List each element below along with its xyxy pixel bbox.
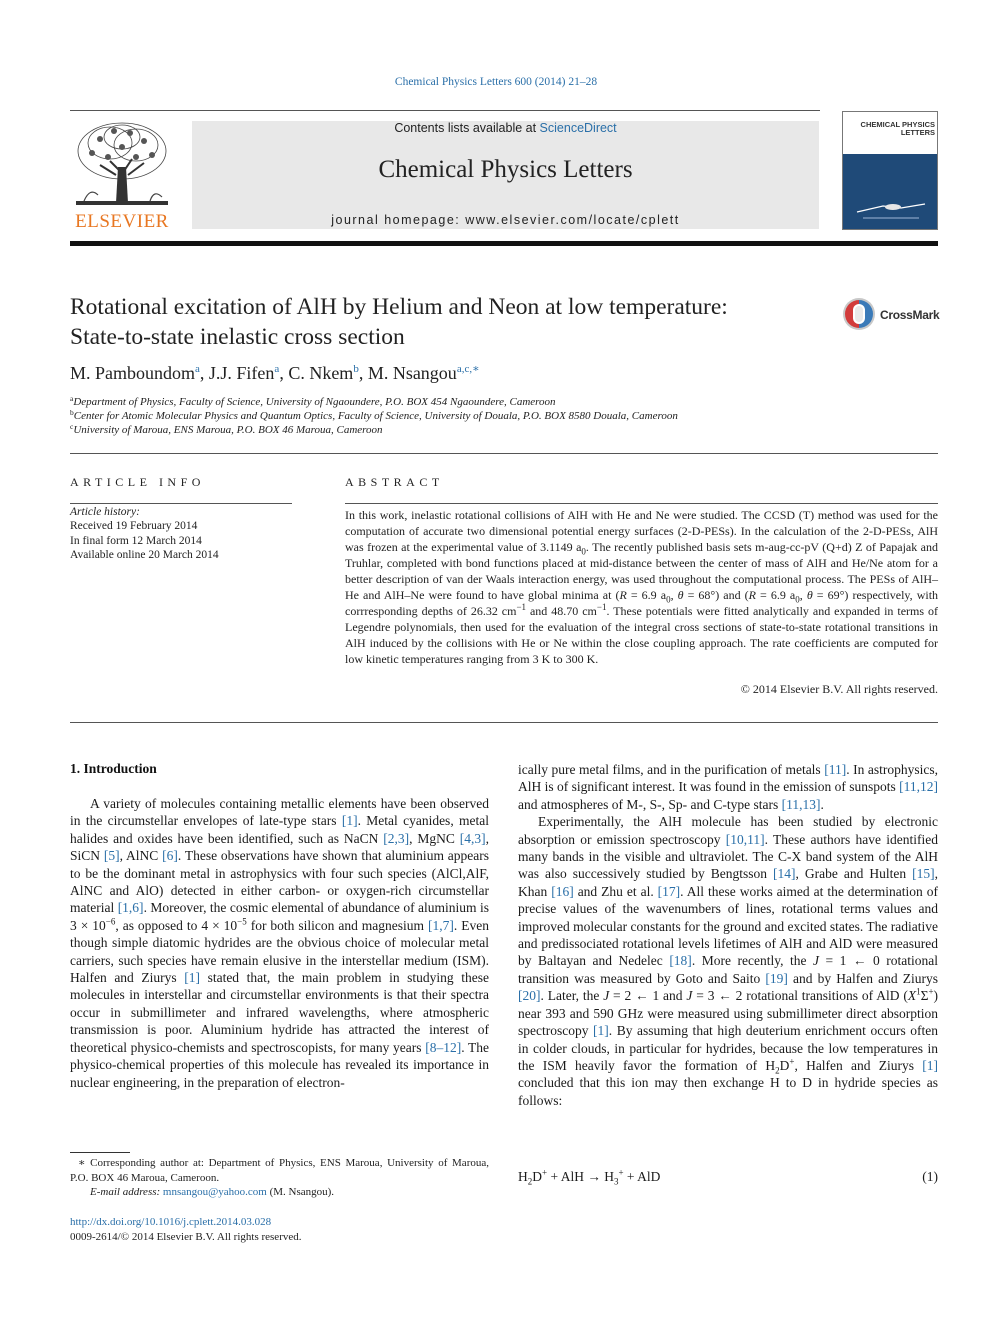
ref-link[interactable]: [16]	[551, 883, 574, 899]
ref-link[interactable]: [10,11]	[725, 831, 765, 847]
journal-homepage[interactable]: journal homepage: www.elsevier.com/locate/cplett	[331, 213, 680, 227]
cover-title: CHEMICAL PHYSICS LETTERS	[860, 120, 935, 137]
ref-link[interactable]: [18]	[669, 953, 692, 969]
ref-link[interactable]: [17]	[657, 883, 681, 899]
ref-link[interactable]: [1,7]	[428, 917, 454, 933]
received-date: Received 19 February 2014	[70, 520, 198, 532]
author-affil-mark[interactable]: a	[274, 363, 280, 375]
crossmark-icon	[842, 297, 876, 331]
author[interactable]: M. Nsangou	[367, 363, 457, 383]
footnote-rule	[70, 1152, 130, 1153]
ref-link[interactable]: [1,6]	[117, 900, 144, 916]
crossmark-label: CrossMark	[880, 308, 940, 322]
ref-link[interactable]: [6]	[162, 848, 178, 864]
affiliation: $^a$Department of Physics, Faculty of Science, University of Ngaoundere, P.O. BOX 454 Ngaoundere, Cameroon	[70, 394, 556, 408]
article-info-label: ARTICLE INFO	[70, 475, 205, 489]
ref-link[interactable]: [1]	[184, 970, 200, 986]
section-rule	[70, 722, 938, 723]
email-link[interactable]: mnsangou@yahoo.com	[162, 1186, 267, 1198]
author-list: M. Pamboundom$^a$, J.J. Fifen$^a$, C. Nkem$^b$, M. Nsangou$^{a,c,∗}$	[70, 363, 480, 383]
ref-link[interactable]: [1]	[593, 1023, 609, 1039]
article-info-rule	[70, 503, 292, 504]
journal-citation[interactable]: Chemical Physics Letters 600 (2014) 21–28	[394, 76, 598, 88]
paper-title: Rotational excitation of AlH by Helium and Neon at low temperature: State-to-state inelastic cross section	[70, 294, 728, 350]
ref-link[interactable]: [14]	[773, 866, 796, 882]
ref-link[interactable]: [4,3]	[459, 830, 486, 846]
cover-art-icon	[853, 192, 929, 222]
equation-number: (1)	[922, 1169, 938, 1184]
ref-link[interactable]: [1]	[922, 1057, 939, 1073]
intro-heading: 1. Introduction	[70, 761, 157, 776]
online-date: Available online 20 March 2014	[70, 549, 219, 561]
abstract-rule	[345, 503, 938, 504]
ref-link[interactable]: [8–12]	[425, 1039, 462, 1055]
abstract-copyright: © 2014 Elsevier B.V. All rights reserved.	[740, 682, 938, 696]
equation-1: $H_2D^+$ + AlH → $H_3^+$ + AlD (1)	[518, 1167, 938, 1187]
ref-link[interactable]: [11,13]	[781, 796, 821, 812]
crossmark-badge[interactable]	[842, 297, 942, 333]
doi-link[interactable]: http://dx.doi.org/10.1016/j.cplett.2014.03.028	[70, 1216, 272, 1228]
revised-date: In final form 12 March 2014	[70, 535, 202, 547]
affiliation: $^b$Center for Atomic Molecular Physics and Quantum Optics, Faculty of Science, University of Douala, P.O. BOX 8580 Douala, Cameroon	[70, 408, 678, 422]
masthead-thick-rule	[70, 241, 938, 246]
ref-link[interactable]: [11,12]	[899, 779, 938, 795]
body-column-right: ically pure metal films, and in the purification of metals [11]. In astrophysics, AlH is of significant interest. It was found in the emission of sunspots [11,12] and atmospheres of M-, S-, Sp- and C-type stars [11,13]. Experimentally, the AlH molecule has been studied by electronic absorption or emission spectroscopy [10,11]. These authors have identified many bands in the visible and ultraviolet. The C-X band system of the AlH was also successively studied by Bengtsson [14], Grabe and Hulten [15], Khan [16] and Zhu et al. [17]. All these works aimed at the determination of precise values of the wavenumbers of lines, rotational terms values and improved molecular constants for the ground and excited states. The radiative and predissociated rotational levels lifetimes of AlH and AlD were measured by Baltayan and Nedelec [18]. More recently, the J = 1 ← 0 rotational transition was measured by Goto and Saito [19] and by Halfen and Ziurys [20]. Later, the J = 2 ← 1 and J = 3 ← 2 rotational transitions of AlD $(X^1\Sigma^+)$ near 393 and 590 GHz were measured using submillimeter direct absorption spectroscopy [1]. By assuming that high deuterium enrichment occurs often in colder clouds, in particular for hydrides, because the low temperatures in the ISM heavily favor the formation of $H_2D^+$, Halfen and Ziurys [1] concluded that this ion may then exchange H to D in hydride species as follows:	[518, 762, 939, 1108]
contents-available-line: Contents lists available at ScienceDirect	[394, 121, 617, 135]
abstract-label: ABSTRACT	[345, 475, 444, 489]
ref-link[interactable]: [19]	[765, 970, 788, 986]
ref-link[interactable]: [20]	[518, 988, 541, 1004]
journal-cover-thumbnail[interactable]	[842, 111, 938, 230]
author-affil-mark[interactable]: b	[353, 363, 359, 375]
ref-link[interactable]: [2,3]	[383, 830, 410, 846]
history-label: Article history:	[70, 506, 140, 518]
author-affil-mark[interactable]: a	[195, 363, 200, 375]
issn-copyright: 0009-2614/© 2014 Elsevier B.V. All rights reserved.	[70, 1231, 302, 1243]
author[interactable]: M. Pamboundom	[70, 363, 196, 383]
sciencedirect-link[interactable]: ScienceDirect	[539, 121, 617, 135]
author-affil-mark[interactable]: a,c,∗	[456, 363, 480, 375]
section-rule	[70, 453, 938, 454]
author[interactable]: J.J. Fifen	[208, 363, 275, 383]
masthead-rule	[70, 110, 820, 111]
body-column-left: A variety of molecules containing metallic elements have been observed in the circumstellar envelopes of late-type stars [1]. Metal cyanides, metal halides and oxides have been identified, such as NaCN [2,3], MgNC [4,3], SiCN [5], AlNC [6]. These observations have shown that aluminium appears to be the dominant metal in astrophysics with four such species (AlCl,AlF, AlNC and AlO) detected in either carbon- or oxygen-rich circumstellar material [1,6]. Moreover, the cosmic elemental of abundance of aluminium is $3 \times 10^{-6}$, as opposed to $4 \times 10^{-5}$ for both silicon and magnesium [1,7]. Even though simple diatomic hydrides are the obvious choice of molecular metal carriers, such species have remain elusive in the interstellar medium (ISM). Halfen and Ziurys [1] stated that, the main problem in studying these molecules in interstellar and circumstellar environments is that their spectra occur in submillimeter and infrared wavelengths, where atmospheric transmission is poor. Aluminium hydride has attracted the interest of theoretical physico-chemists and spectroscopists, for many years [8–12]. The physico-chemical properties of this molecule has revealed its importance in nuclear engineering, in the preparation of electron-	[70, 796, 490, 1090]
journal-name: Chemical Physics Letters	[378, 156, 633, 183]
elsevier-wordmark: ELSEVIER	[75, 211, 169, 232]
author[interactable]: C. Nkem	[288, 363, 354, 383]
ref-link[interactable]: [15]	[912, 866, 935, 882]
affiliation: $^c$University of Maroua, ENS Maroua, P.O. BOX 46 Maroua, Cameroon	[70, 422, 383, 436]
abstract-text: In this work, inelastic rotational collisions of AlH with He and Ne were studied. The CCSD (T) method was used for the computation of accurate two dimensional potential energy surfaces (2-D-PESs). In the calculation of the 2-D-PESs, AlH was frozen at the experimental value of 3.1149 $a_0$. The recently published basis sets m-aug-cc-pV (Q+d) Z of Papajak and Truhlar, completed with bond functions placed at mid-distance between the center of mass of AlH and He/Ne atom for a better description of van der Waals interaction energy, was used throughout the computational process. The PESs of AlH–He and AlH–Ne were found to have global minima at (R = 6.9 $a_0$, θ = 68°) and (R = 6.9 $a_0$, θ = 69°) respectively, with corrresponding depths of 26.32 $cm^{-1}$ and 48.70 $cm^{-1}$. These potentials were fitted analytically and expanded in terms of Legendre polynomials, then used for the evaluation of the integral cross sections of state-to-state rotational transitions in AlH induced by the collisions with He or Ne within the close coupling approach. The rate coefficients are computed for low kinetic temperatures ranging from 3 K to 300 K.	[345, 508, 939, 666]
corresponding-author-footnote: ∗ Corresponding author at: Department of Physics, ENS Maroua, University of Maroua, P.O. BOX 46 Maroua, Cameroon. E-mail address: mnsangou@yahoo.com (M. Nsangou).	[70, 1157, 489, 1198]
ref-link[interactable]: [1]	[341, 813, 358, 829]
ref-link[interactable]: [11]	[824, 762, 847, 777]
ref-link[interactable]: [5]	[103, 848, 120, 864]
